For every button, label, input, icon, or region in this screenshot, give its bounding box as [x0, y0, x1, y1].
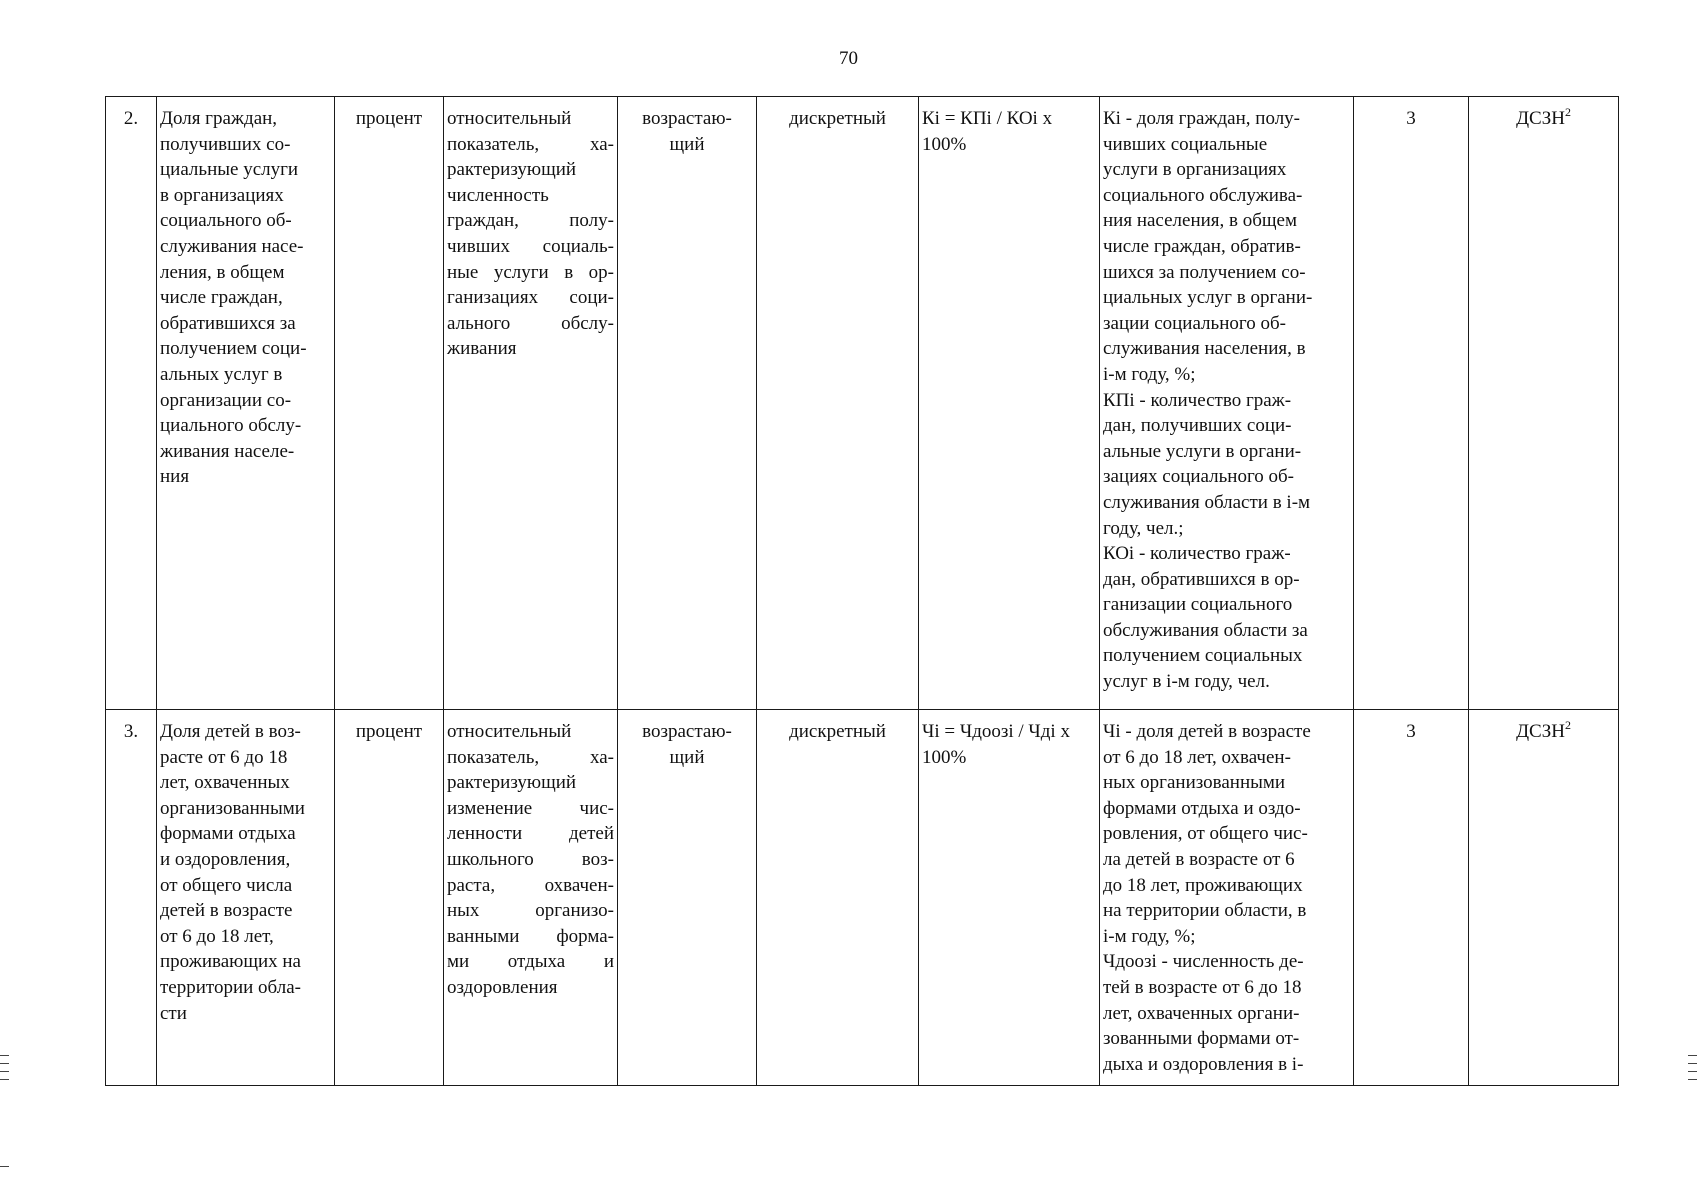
explanation-line: зации социального об-: [1103, 312, 1286, 334]
method-cell: [1354, 710, 1469, 1086]
description-line: показатель, ха-: [447, 746, 614, 768]
margin-mark: [0, 1071, 9, 1072]
type-cell: [757, 710, 919, 1086]
description-line: оздоровления: [447, 976, 558, 998]
indicator-name-line: организации со-: [160, 389, 292, 411]
unit-text: процент: [355, 108, 423, 129]
unit-cell: [335, 97, 444, 710]
explanation-line: Чдоозi - численность де-: [1103, 951, 1304, 973]
indicator-name-line: числе граждан,: [160, 287, 283, 309]
indicator-name-line: проживающих на: [160, 951, 301, 973]
description-line: живания: [447, 338, 517, 360]
indicator-name-line: лет, охваченных: [160, 772, 290, 794]
margin-mark: [0, 1055, 9, 1056]
explanation-line: i-м году, %;: [1103, 363, 1196, 385]
indicator-name-line: в организациях: [160, 184, 284, 206]
explanation-line: i-м году, %;: [1103, 925, 1196, 947]
indicator-name-line: обратившихся за: [160, 312, 296, 334]
indicator-name-line: детей в возрасте: [160, 900, 293, 922]
indicator-name-line: социального об-: [160, 210, 292, 232]
indicator-name-line: ния: [160, 466, 190, 488]
description-line: ванными форма-: [447, 925, 614, 947]
description-cell: [444, 97, 618, 710]
explanation-line: числе граждан, обратив-: [1103, 235, 1301, 257]
explanation-line: циальных услуг в органи-: [1103, 287, 1313, 309]
indicator-name-line: расте от 6 до 18: [160, 746, 288, 768]
margin-mark: [0, 1166, 9, 1167]
explanation-line: получением социальных: [1103, 645, 1303, 667]
method-text: 3: [1406, 108, 1416, 129]
row-number: 2.: [123, 108, 139, 129]
indicator-name-line: от 6 до 18 лет,: [160, 925, 274, 947]
description-line: рактеризующий: [447, 772, 577, 794]
explanation-line: до 18 лет, проживающих: [1103, 874, 1303, 896]
description-line: чивших социаль-: [447, 235, 614, 257]
explanation-line: зованными формами от-: [1103, 1028, 1300, 1050]
explanation-line: ганизации социального: [1103, 594, 1293, 616]
margin-mark: [1688, 1063, 1697, 1064]
description-line: численность: [447, 184, 549, 206]
explanation-line: дыха и оздоровления в i-: [1103, 1053, 1304, 1075]
explanation-line: социального обслужива-: [1103, 184, 1303, 206]
indicators-table-wrapper: [105, 96, 1618, 1086]
explanation-line: лет, охваченных органи-: [1103, 1002, 1300, 1024]
explanation-line: году, чел.;: [1103, 517, 1184, 539]
explanation-line: услуги в организациях: [1103, 159, 1287, 181]
explanation-line: зациях социального об-: [1103, 466, 1295, 488]
type-cell: [757, 97, 919, 710]
explanation-line: чивших социальные: [1103, 133, 1268, 155]
type-text: дискретный: [789, 721, 886, 742]
row-number-cell: [106, 97, 157, 710]
indicator-name-line: живания населе-: [160, 440, 295, 462]
trend-line: возрастаю-: [642, 721, 732, 742]
explanation-line: тей в возрасте от 6 до 18: [1103, 976, 1302, 998]
indicator-name-line: получивших со-: [160, 133, 291, 155]
formula-line: 100%: [922, 746, 967, 768]
indicator-name-line: формами отдыха: [160, 823, 296, 845]
explanation-line: на территории области, в: [1103, 900, 1307, 922]
explanation-line: КПi - количество граж-: [1103, 389, 1292, 411]
margin-mark: [1688, 1071, 1697, 1072]
explanation-line: обслуживания области за: [1103, 619, 1308, 641]
indicator-name-line: циальные услуги: [160, 159, 299, 181]
explanation-line: от 6 до 18 лет, охвачен-: [1103, 746, 1291, 768]
method-cell: [1354, 97, 1469, 710]
description-cell: [444, 710, 618, 1086]
table-row: [106, 97, 1619, 710]
formula-line: Кi = КПi / КОi х: [922, 108, 1053, 129]
trend-line: щий: [669, 133, 705, 155]
indicator-name-line: сти: [160, 1002, 187, 1024]
description-line: раста, охвачен-: [447, 874, 614, 896]
page-number: 70: [839, 48, 858, 69]
indicator-name-line: циального обслу-: [160, 415, 302, 437]
indicator-name-line: организованными: [160, 797, 305, 819]
explanation-line: ровления, от общего чис-: [1103, 823, 1308, 845]
indicator-name-cell: [157, 710, 335, 1086]
footnote-marker: 2: [1564, 105, 1571, 119]
responsible-cell: [1469, 97, 1619, 710]
row-number: 3.: [123, 721, 139, 742]
unit-text: процент: [355, 721, 423, 742]
indicator-name-line: территории обла-: [160, 976, 301, 998]
indicator-name-line: альных услуг в: [160, 363, 283, 385]
indicator-name-line: Доля граждан,: [160, 108, 278, 129]
margin-mark: [1688, 1079, 1697, 1080]
margin-mark: [1688, 1055, 1697, 1056]
explanation-line: служивания области в i-м: [1103, 491, 1311, 513]
explanation-line: Кi - доля граждан, полу-: [1103, 108, 1301, 129]
method-text: 3: [1406, 721, 1416, 742]
unit-cell: [335, 710, 444, 1086]
indicator-name-line: Доля детей в воз-: [160, 721, 301, 742]
explanation-line: Чi - доля детей в возрасте: [1103, 721, 1311, 742]
trend-cell: [618, 710, 757, 1086]
trend-line: щий: [669, 746, 705, 768]
indicator-name-line: служивания насе-: [160, 235, 304, 257]
indicator-name-line: ления, в общем: [160, 261, 285, 283]
row-number-cell: [106, 710, 157, 1086]
responsible-text: ДСЗН: [1516, 108, 1565, 129]
table-row: [106, 710, 1619, 1086]
indicator-name-line: получением соци-: [160, 338, 307, 360]
formula-line: 100%: [922, 133, 967, 155]
footnote-marker: 2: [1564, 718, 1571, 732]
indicator-name-cell: [157, 97, 335, 710]
explanation-cell: [1100, 97, 1354, 710]
explanation-line: шихся за получением со-: [1103, 261, 1306, 283]
explanation-line: КОi - количество граж-: [1103, 543, 1291, 565]
description-line: ми отдыха и: [447, 951, 614, 973]
description-line: ального обслу-: [447, 312, 614, 334]
explanation-line: ных организованными: [1103, 772, 1286, 794]
description-line: ных организо-: [447, 900, 614, 922]
explanation-line: дан, получивших соци-: [1103, 415, 1292, 437]
responsible-text: ДСЗН: [1516, 721, 1565, 742]
trend-line: возрастаю-: [642, 108, 732, 129]
description-line: показатель, ха-: [447, 133, 614, 155]
explanation-line: услуг в i-м году, чел.: [1103, 671, 1270, 693]
margin-mark: [0, 1063, 9, 1064]
indicator-name-line: от общего числа: [160, 874, 293, 896]
description-line: относительный: [447, 721, 572, 742]
explanation-line: ния населения, в общем: [1103, 210, 1297, 232]
description-line: граждан, полу-: [447, 210, 614, 232]
formula-cell: [919, 710, 1100, 1086]
explanation-cell: [1100, 710, 1354, 1086]
description-line: ные услуги в ор-: [447, 261, 614, 283]
formula-line: Чi = Чдоозi / Чдi х: [922, 721, 1070, 742]
type-text: дискретный: [789, 108, 886, 129]
description-line: изменение чис-: [447, 797, 614, 819]
explanation-line: формами отдыха и оздо-: [1103, 797, 1301, 819]
indicator-name-line: и оздоровления,: [160, 848, 291, 870]
explanation-line: альные услуги в органи-: [1103, 440, 1302, 462]
description-line: ленности детей: [447, 823, 614, 845]
description-line: относительный: [447, 108, 572, 129]
description-line: ганизациях соци-: [447, 287, 614, 309]
formula-cell: [919, 97, 1100, 710]
description-line: школьного воз-: [447, 848, 614, 870]
explanation-line: дан, обратившихся в ор-: [1103, 568, 1300, 590]
responsible-cell: [1469, 710, 1619, 1086]
trend-cell: [618, 97, 757, 710]
explanation-line: ла детей в возрасте от 6: [1103, 848, 1295, 870]
indicators-table: [105, 96, 1619, 1086]
margin-mark: [0, 1079, 9, 1080]
explanation-line: служивания населения, в: [1103, 338, 1306, 360]
description-line: рактеризующий: [447, 159, 577, 181]
